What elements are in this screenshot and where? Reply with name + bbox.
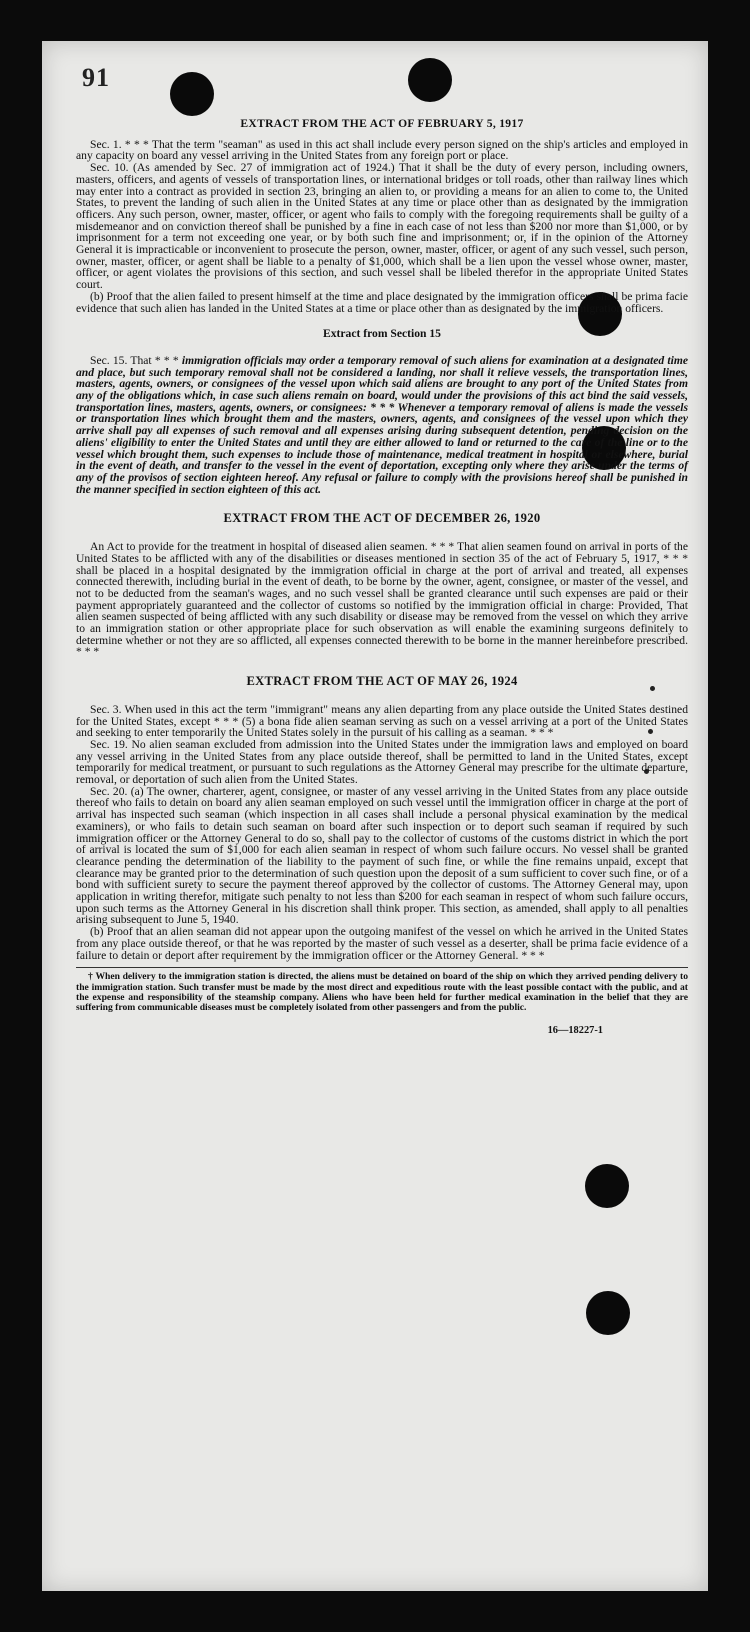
heading-act-1920: EXTRACT FROM THE ACT OF DECEMBER 26, 1920 [223, 511, 541, 526]
footnote-divider [76, 967, 688, 968]
document-page [42, 41, 708, 1591]
section-1-paragraph: Sec. 1. * * * That the term "seaman" as used in this act shall include every person signed on the ship's articles and employed in any capacity on board any vessel arriving in the United States from any foreign port or place. [76, 137, 688, 163]
act-1920-paragraph: An Act to provide for the treatment in hospital of diseased alien seamen. * * * That alien seamen found on arrival in ports of the United States to be afflicted with any of the disabilities or diseases mentioned in section 35 of the act of February 5, 1917, * * * shall be placed in a hospital designated by the immigration official in charge at the port of arrival and treated, all expenses connected therewith, including burial in the event of death, to be borne by the owner, agent, consignee, or master of the vessel, and not to be deducted from the seaman's wages, and no such vessel shall be granted clearance until such expenses are paid or their payment appropriately guaranteed and the collector of customs so notified by the immigration official in charge: Provided, That alien seamen suspected of being afflicted with any such disability or disease may be removed from the vessel on which they arrive to an immigration station or other appropriate place for such observation as will enable the examining surgeons definitely to determine whether or not they are so afflicted, all expenses connected therewith to be borne in the manner hereinbefore prescribed. * * * [76, 540, 688, 659]
section-3-paragraph: Sec. 3. When used in this act the term "immigrant" means any alien departing from any place outside the United States destined for the United States, except * * * (5) a bona fide alien seaman serving as such on a vessel arriving at a port of the United States and seeking to enter temporarily the United States solely in the pursuit of his calling as a seaman. * * * [76, 702, 688, 740]
heading-act-1924: EXTRACT FROM THE ACT OF MAY 26, 1924 [246, 674, 518, 689]
corner-mark: 91 [82, 63, 110, 92]
form-number: 16—18227-1 [547, 1025, 603, 1037]
document-body [76, 116, 688, 1037]
section-19-paragraph: Sec. 19. No alien seaman excluded from admission into the United States under the immigration laws and employed on board any vessel arriving in the United States from any place outside thereof, shall be permitted to land in the United States, except temporarily for medical treatment, or pursuant to such regulations as the Attorney General may prescribe for the ultimate departure, removal, or deportation of such alien from the United States. [76, 737, 688, 787]
section-20-paragraph: Sec. 20. (a) The owner, charterer, agent, consignee, or master of any vessel arriving in the United States from any place outside thereof who fails to detain on board any alien seaman employed on such vessel until the immigration officer in charge at the port of arrival has inspected such seaman (which inspection in all cases shall include a personal physical examination by the medical examiners), or who fails to detain such seaman on board after such inspection or to deport such seaman if required by such immigration officer or the Attorney General to do so, shall pay to the collector of customs of the customs district in which the port of arrival is located the sum of $1,000 for each alien seaman in respect of whom such failure occurs. No vessel shall be granted clearance pending the determination of the liability to the payment of such fine, or while the fine remains unpaid, except that clearance may be granted prior to the determination of such question upon the deposit of a sum sufficient to cover such fine, or of a bond with sufficient surety to secure the payment thereof approved by the collector of customs. The Attorney General may, upon application in writing therefor, mitigate such penalty to not less than $200 for each seaman in respect of whom such failure occurs, upon such terms as the Attorney General in his discretion shall think proper. This section, as amended, shall apply to all penalties arising subsequent to June 5, 1940. [76, 784, 688, 927]
punch-hole [170, 72, 214, 116]
section-10-paragraph: Sec. 10. (As amended by Sec. 27 of immigration act of 1924.) That it shall be the duty of every person, including owners, masters, officers, and agents of vessels of transportation lines, or international bridges or toll roads, other than railway lines which may enter into a contract as provided in section 23, bringing an alien to, or providing a means for an alien to come to, the United States, to prevent the landing of such alien in the United States at any time or place other than as designated by the immigration officers. Any such person, owner, master, officer, or agent who fails to comply with the foregoing requirements shall be guilty of a misdemeanor and on conviction thereof shall be punished by a fine in each case of not less than $200 nor more than $1,000, or by imprisonment for a term not exceeding one year, or by both such fine and imprisonment; or, if in the opinion of the Attorney General it is impracticable or inconvenient to prosecute the person, owner, master, officer, or agent of any such vessel, such person, owner, master, officer, or agent shall be liable to a penalty of $1,000, which shall be a lien upon the vessel whose owner, master, officer, or agent violates the provisions of this section, and such vessel shall be libeled therefor in the appropriate United States court. [76, 161, 688, 292]
heading-act-1917: EXTRACT FROM THE ACT OF FEBRUARY 5, 1917 [240, 117, 524, 130]
punch-hole [585, 1164, 629, 1208]
section-15-lead: Sec. 15. That * * * [90, 353, 179, 367]
section-20b-paragraph: (b) Proof that an alien seaman did not appear upon the outgoing manifest of the vessel on which he arrived in the United States from any place outside thereof, or that he was reported by the master of such vessel as a deserter, shall be prima facie evidence of a failure to detain or deport after requirement by the immigration officer or the Attorney General. * * * [76, 925, 688, 962]
section-15-block [76, 355, 688, 495]
punch-hole [586, 1291, 630, 1335]
section-10b-paragraph: (b) Proof that the alien failed to present himself at the time and place designated by the immigration officers shall be prima facie evidence that such alien has landed in the United States at a time or place other than as designated by the immigration officers. [76, 289, 688, 315]
heading-section-15: Extract from Section 15 [323, 327, 441, 341]
footnote [76, 972, 688, 1013]
section-15-paragraph: immigration officials may order a temporary removal of such aliens for examination at a designated time and place, but such temporary removal shall not be considered a landing, nor shall it relieve vessels, the transportation lines, masters, agents, owners, or consignees of the vessel upon which said aliens are brought to any port of the United States from any of the obligations which, in case such aliens remain on board, would under the provisions of this act bind the said vessels, transportation lines, masters, agents, owners, or consignees: * * * Whenever a temporary removal of aliens is made the vessels or transportation lines which brought them and the masters, owners, agents, and consignees of the vessel upon which they arrive shall pay all expenses of such removal and all expenses arising during subsequent detention, pending decision on the aliens' eligibility to enter the United States and until they are either allowed to land or returned to the care of the line or to the vessel which brought them, such expenses to include those of maintenance, medical treatment in hospital or elsewhere, burial in the event of death, and transfer to the vessel in the event of deportation, excepting only where they arise under the terms of any of the provisos of section eighteen hereof. Any refusal or failure to comply with the provisions hereof shall be punished in the manner specified in section eighteen of this act. [76, 353, 688, 496]
footnote-text: † When delivery to the immigration station is directed, the aliens must be detained on board of the ship on which they arrived pending delivery to the immigration station. Such transfer must be made by the most direct and expeditious route with the least possible contact with the public, and at the expense and responsibility of the steamship company. Aliens who have been held for further medical examination in the belief that they are suffering from communicable diseases must be completely isolated from other passengers and from the public. [76, 971, 688, 1014]
punch-hole [408, 58, 452, 102]
